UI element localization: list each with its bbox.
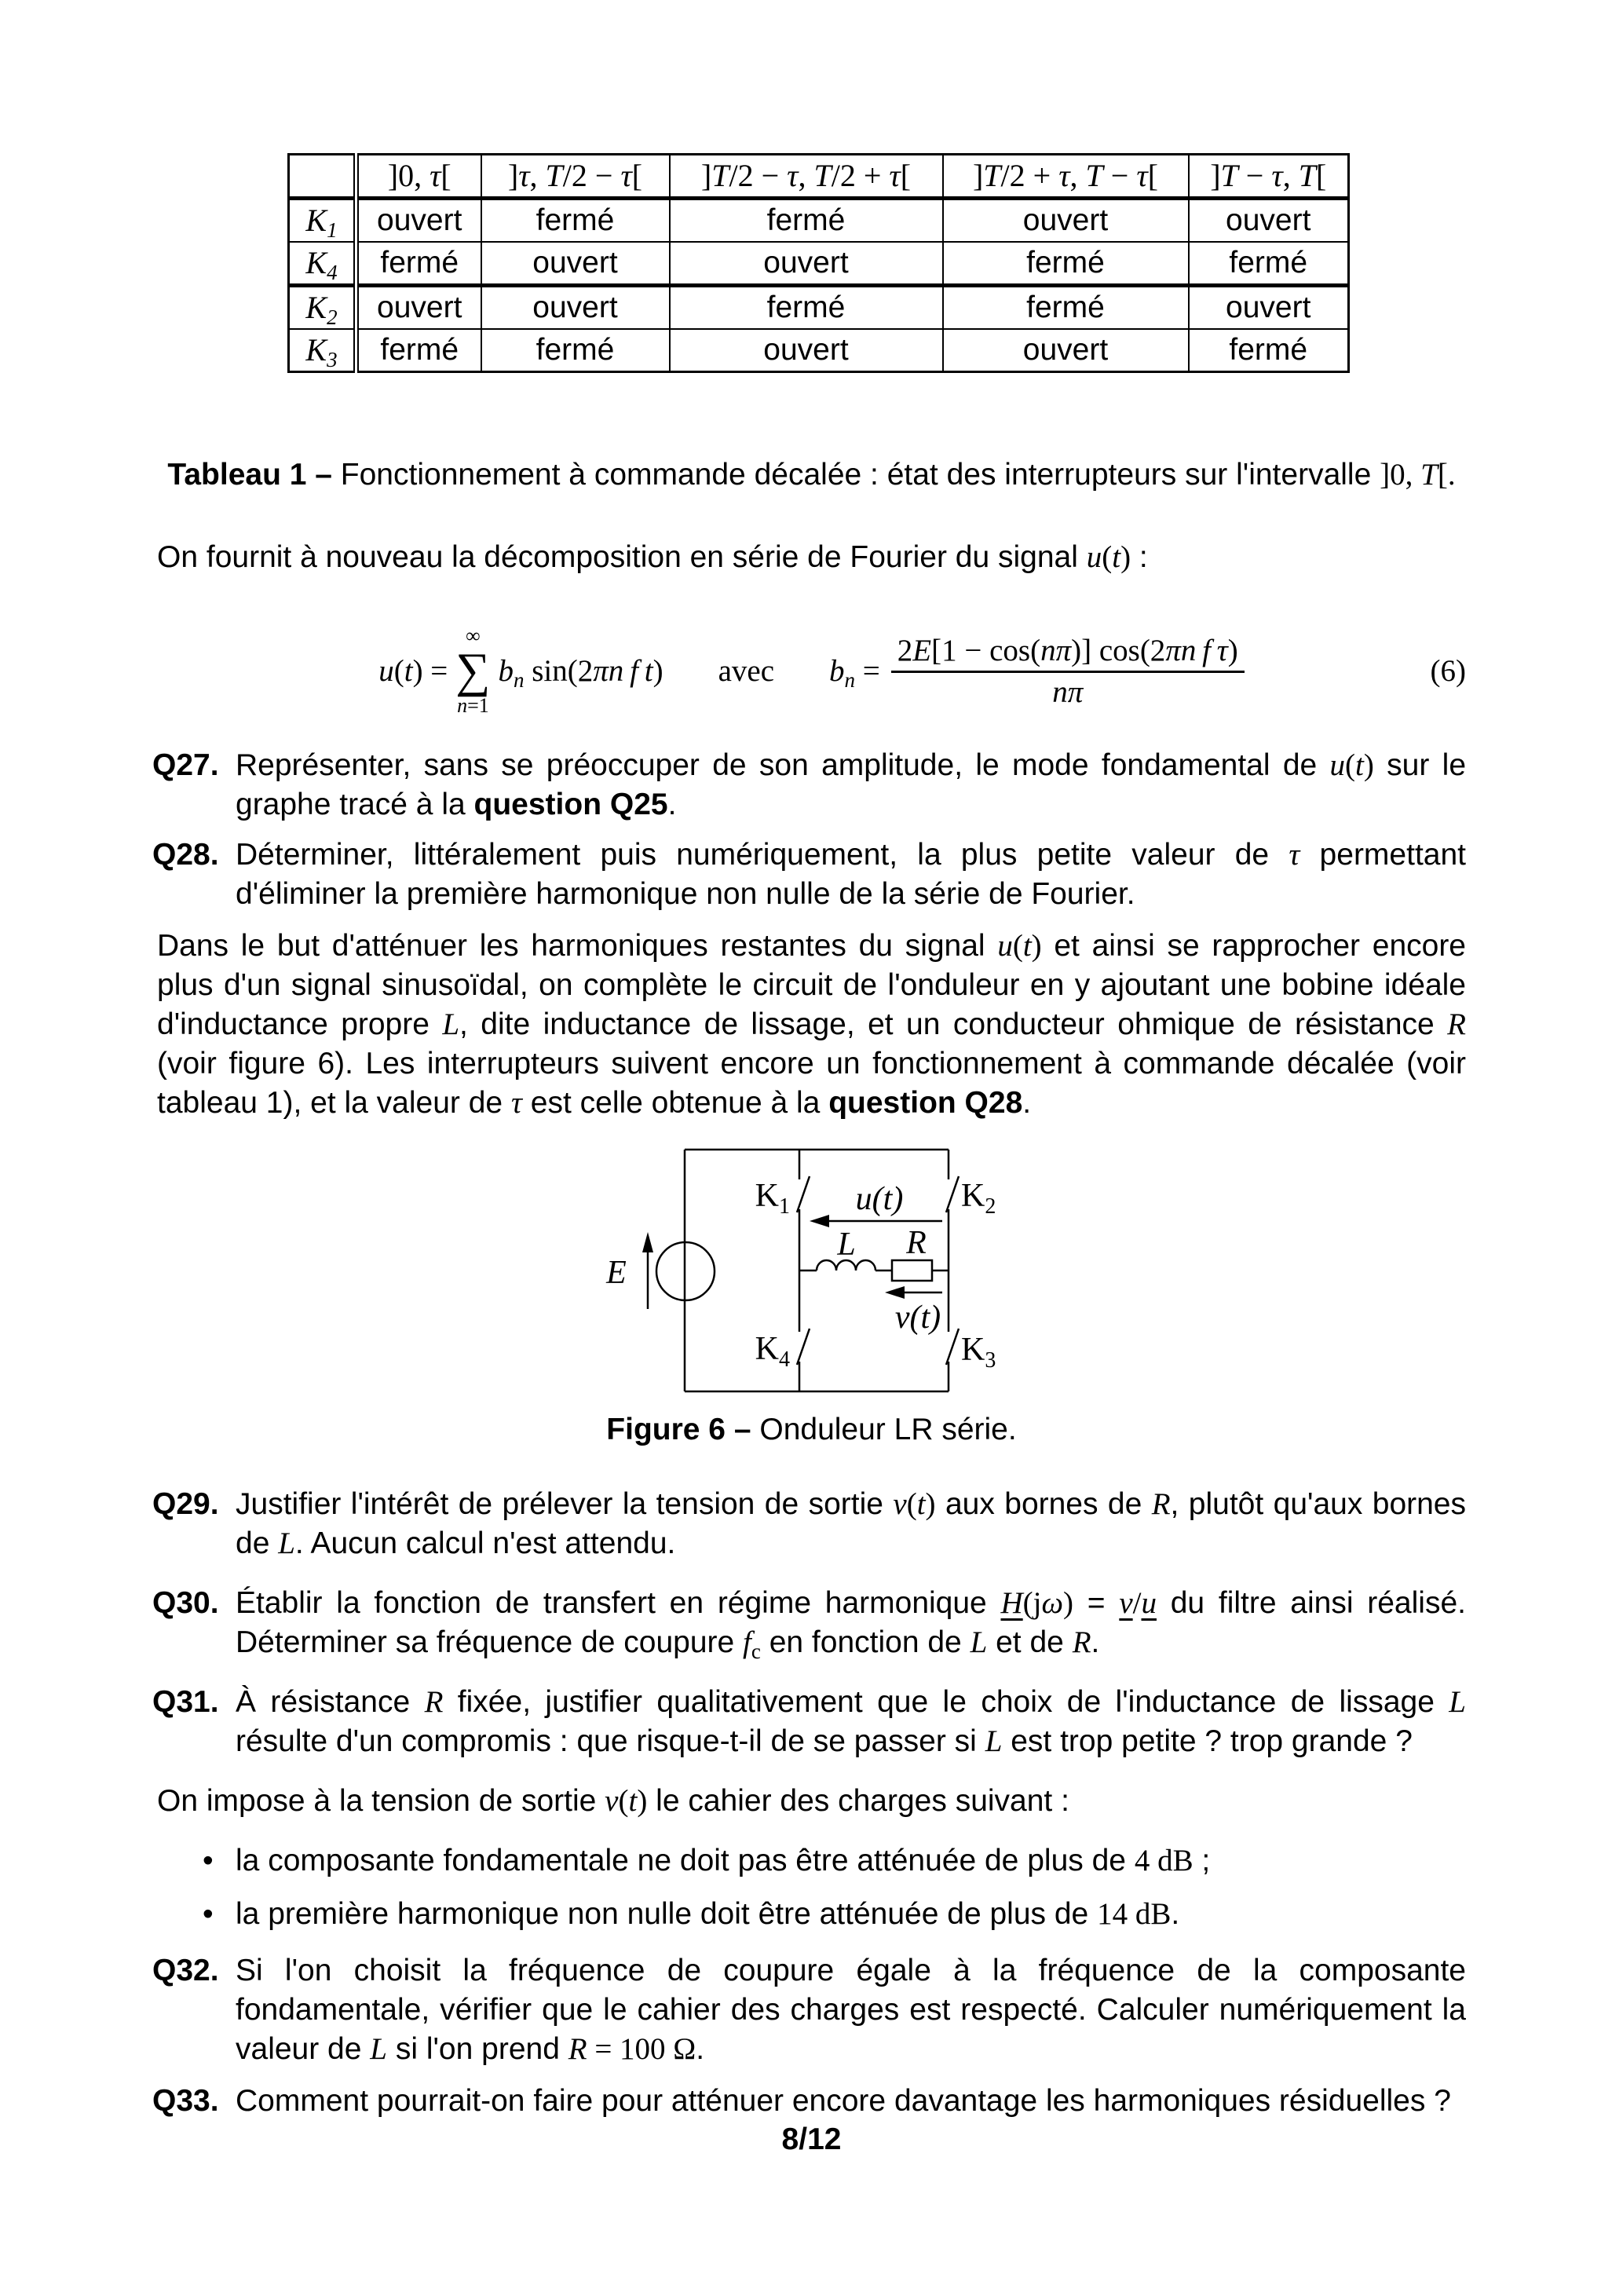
table-cell: fermé bbox=[1189, 242, 1349, 286]
label-v: v(t) bbox=[894, 1300, 941, 1336]
row-label-k3: $K_3$ bbox=[289, 329, 356, 372]
question-q30 bbox=[152, 1584, 1466, 1663]
table-row bbox=[289, 286, 1349, 330]
table-cell: fermé bbox=[670, 199, 943, 243]
question-number: Q28. bbox=[152, 838, 219, 872]
question-number: Q32. bbox=[152, 1954, 219, 1987]
circuit-figure-svg bbox=[592, 1137, 1032, 1404]
row-label-k1: $K_1$ bbox=[289, 199, 356, 243]
table-cell: fermé bbox=[670, 286, 943, 330]
paragraph-fourier-intro: On fournit à nouveau la décomposition en série de Fourier du signal u(t) : bbox=[157, 540, 1148, 574]
question-text: Justifier l'intérêt de prélever la tension de sortie v(t) aux bornes de R, plutôt qu'aux bornes de L. Aucun calcul n'est attendu. bbox=[236, 1487, 1466, 1560]
equation-avec: avec bbox=[718, 654, 775, 688]
table-cell: ouvert bbox=[481, 242, 670, 286]
table-row bbox=[289, 199, 1349, 243]
u-arrowhead-icon bbox=[810, 1215, 829, 1227]
label-K4: $K_4$ bbox=[755, 1331, 790, 1372]
label-u: u(t) bbox=[855, 1181, 903, 1217]
label-R: R bbox=[905, 1225, 927, 1261]
bullet-icon: • bbox=[203, 1844, 214, 1877]
fraction-denominator: nπ bbox=[1052, 675, 1084, 709]
fraction-numerator: 2E[1 − cos(nπ)] cos(2πn f τ) bbox=[897, 633, 1238, 667]
question-q27 bbox=[152, 746, 1467, 824]
table-cell: fermé bbox=[481, 199, 670, 243]
table-cell: fermé bbox=[943, 242, 1189, 286]
table-header-interval-3: ]T/2 − τ, T/2 + τ[ bbox=[670, 155, 943, 199]
question-number: Q31. bbox=[152, 1685, 219, 1719]
question-q28 bbox=[152, 835, 1466, 914]
sigma-icon: ∑ bbox=[455, 644, 491, 697]
label-E: E bbox=[605, 1255, 627, 1291]
table-header-interval-4: ]T/2 + τ, T − τ[ bbox=[943, 155, 1189, 199]
table-corner-cell bbox=[289, 155, 356, 199]
bullet-text: la première harmonique non nulle doit être atténuée de plus de 14 dB. bbox=[236, 1897, 1180, 1931]
sum-lower-limit: n=1 bbox=[457, 694, 489, 717]
question-number: Q29. bbox=[152, 1487, 219, 1521]
question-number: Q30. bbox=[152, 1586, 219, 1620]
table-cell: fermé bbox=[356, 242, 481, 286]
fraction bbox=[891, 631, 1245, 712]
question-number: Q27. bbox=[152, 748, 219, 782]
question-text: Si l'on choisit la fréquence de coupure égale à la fréquence de la composante fondamentale, vérifier que le cahier des charges est respecté. Calculer numériquement la valeur de L si l'on prend R = 100 Ω. bbox=[236, 1954, 1466, 2066]
sum-upper-limit: ∞ bbox=[466, 624, 481, 647]
table-cell: ouvert bbox=[943, 329, 1189, 372]
table-header-interval-5: ]T − τ, T[ bbox=[1189, 155, 1349, 199]
equation-fourier-series bbox=[157, 612, 1466, 730]
table-cell: ouvert bbox=[943, 199, 1189, 243]
table-cell: ouvert bbox=[481, 286, 670, 330]
switch-k3-icon bbox=[946, 1329, 959, 1365]
equation-bn: $b_n$ = bbox=[829, 654, 880, 692]
spec-bullet-list bbox=[157, 1841, 1466, 1934]
question-q31 bbox=[152, 1683, 1466, 1761]
table-cell: fermé bbox=[943, 286, 1189, 330]
list-item bbox=[157, 1841, 1466, 1881]
table-cell: ouvert bbox=[356, 199, 481, 243]
switch-k2-icon bbox=[946, 1176, 959, 1212]
label-L: L bbox=[836, 1227, 856, 1263]
row-label-k4: $K_4$ bbox=[289, 242, 356, 286]
question-q33 bbox=[152, 2082, 1466, 2121]
sum-symbol bbox=[455, 625, 490, 718]
bullet-text: la composante fondamentale ne doit pas être atténuée de plus de 4 dB ; bbox=[236, 1844, 1211, 1877]
switch-k4-icon bbox=[797, 1329, 810, 1365]
row-label-k2: $K_2$ bbox=[289, 286, 356, 330]
equation-lhs: u(t) = bbox=[378, 654, 448, 688]
table-caption: Tableau 1 – Fonctionnement à commande décalée : état des interrupteurs sur l'intervalle ]0, T[. bbox=[167, 458, 1456, 492]
list-item bbox=[157, 1895, 1466, 1934]
figure-circuit bbox=[157, 1137, 1466, 1404]
question-text: Déterminer, littéralement puis numériquement, la plus petite valeur de τ permettant d'éliminer la première harmonique non nulle de la série de Fourier. bbox=[236, 838, 1466, 911]
equation-term: $b_n$ sin(2πn f t) bbox=[498, 654, 663, 692]
question-text: Établir la fonction de transfert en régime harmonique H(jω) = v/u du filtre ainsi réalisé. Déterminer sa fréquence de coupure $f_c$ en fonction de L et de R. bbox=[236, 1586, 1466, 1663]
label-K1: $K_1$ bbox=[755, 1178, 790, 1219]
table-cell: fermé bbox=[356, 329, 481, 372]
label-K3: $K_3$ bbox=[960, 1332, 996, 1373]
table-cell: fermé bbox=[481, 329, 670, 372]
table-row bbox=[289, 329, 1349, 372]
table-cell: ouvert bbox=[356, 286, 481, 330]
switch-state-table bbox=[287, 153, 1350, 373]
e-arrowhead-icon bbox=[642, 1232, 653, 1252]
resistor-box-icon bbox=[892, 1260, 932, 1281]
equation-number: (6) bbox=[1430, 654, 1466, 688]
question-q29 bbox=[152, 1485, 1466, 1563]
table-cell: ouvert bbox=[670, 329, 943, 372]
table-header-interval-2: ]τ, T/2 − τ[ bbox=[481, 155, 670, 199]
table-row bbox=[289, 242, 1349, 286]
page-number: 8/12 bbox=[781, 2122, 842, 2156]
figure-caption: Figure 6 – Onduleur LR série. bbox=[606, 1413, 1017, 1446]
v-arrowhead-icon bbox=[885, 1286, 905, 1299]
question-number: Q33. bbox=[152, 2084, 219, 2118]
question-text: Comment pourrait-on faire pour atténuer encore davantage les harmoniques résiduelles ? bbox=[236, 2084, 1451, 2118]
table-header-interval-1: ]0, τ[ bbox=[356, 155, 481, 199]
paragraph-filter-intro: Dans le but d'atténuer les harmoniques restantes du signal u(t) et ainsi se rapprocher encore plus d'un signal sinusoïdal, on complète le circuit de l'onduleur en y ajoutant une bobine idéale d'inductance propre L, dite inductance de lissage, et un conducteur ohmique de résistance R (voir figure 6). Les interrupteurs suivent encore un fonctionnement à commande décalée (voir tableau 1), et la valeur de τ est celle obtenue à la question Q28. bbox=[157, 929, 1466, 1120]
bullet-icon: • bbox=[203, 1897, 214, 1931]
table-cell: ouvert bbox=[1189, 286, 1349, 330]
switch-k1-icon bbox=[797, 1176, 810, 1212]
table-cell: ouvert bbox=[670, 242, 943, 286]
table-cell: fermé bbox=[1189, 329, 1349, 372]
table-cell: ouvert bbox=[1189, 199, 1349, 243]
paragraph-specs-intro: On impose à la tension de sortie v(t) le cahier des charges suivant : bbox=[157, 1784, 1069, 1818]
label-K2: $K_2$ bbox=[960, 1178, 996, 1219]
table-header-row bbox=[289, 155, 1349, 199]
question-text: Représenter, sans se préoccuper de son amplitude, le mode fondamental de u(t) sur le graphe tracé à la question Q25. bbox=[236, 748, 1467, 821]
question-q32 bbox=[152, 1951, 1466, 2069]
question-text: À résistance R fixée, justifier qualitativement que le choix de l'inductance de lissage L résulte d'un compromis : que risque-t-il de se passer si L est trop petite ? trop grande ? bbox=[236, 1685, 1466, 1758]
